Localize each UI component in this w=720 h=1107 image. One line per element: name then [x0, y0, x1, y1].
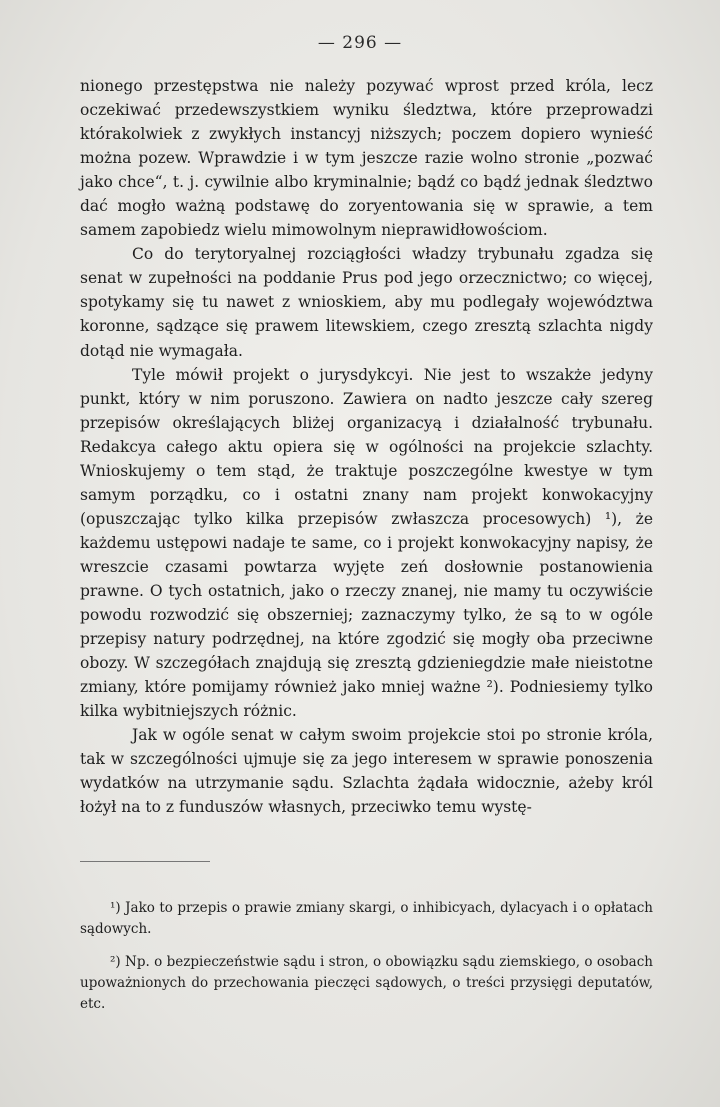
paragraph: nionego przestępstwa nie należy pozywać wprost przed króla, lecz oczekiwać przedewszystkiem wyniku śledztwa, które przeprowadzi którakolwiek z zwykłych instancyj niższych; poczem dopiero wynieść można pozew. Wprawdzie i w tym jeszcze razie wolno stronie „pozwać jako chce“, t. j. cywilnie albo kryminalnie; bądź co bądź jednak śledztwo dać mogło ważną podstawę do zoryentowania się w sprawie, a tem samem zapobiedz wielu mimowolnym nieprawidłowościom. — [80, 77, 653, 240]
paragraph: Jak w ogóle senat w całym swoim projekcie stoi po stronie króla, tak w szczególności ujmuje się za jego interesem w sprawie ponoszenia wydatków na utrzymanie sądu. Szlachta żądała widocznie, ażeby król łożył na to z funduszów własnych, przeciwko temu wystę- — [80, 726, 653, 817]
page-number: — 296 — — [317, 33, 403, 53]
footnotes — [80, 898, 653, 1027]
paragraph: Co do terytoryalnej rozciągłości władzy trybunału zgadza się senat w zupełności na poddanie Prus pod jego orzecznictwo; co więcej, spotykamy się tu nawet z wnioskiem, aby mu podlegały województwa koronne, sądzące się prawem litewskiem, czego zresztą szlachta nigdy dotąd nie wymagała. — [80, 245, 653, 360]
paragraph: Tyle mówił projekt o jurysdykcyi. Nie jest to wszakże jedyny punkt, który w nim poruszono. Zawiera on nadto jeszcze cały szereg przepisów określających bliżej organizacyą i działalność trybunału. Redakcya całego aktu opiera się w ogólności na projekcie szlachty. Wnioskujemy o tem stąd, że traktuje poszczególne kwestye w tym samym porządku, co i ostatni znany nam projekt konwokacyjny (opuszczając tylko kilka przepisów zwłaszcza procesowych) ¹), że każdemu ustępowi nadaje te same, co i projekt konwokacyjny napisy, że wreszcie czasami powtarza wyjęte zeń dosłownie postanowienia prawne. O tych ostatnich, jako o rzeczy znanej, nie mamy tu oczywiście powodu rozwodzić się obszerniej; zaznaczymy tylko, że są to w ogóle przepisy natury podrzędnej, na które zgodzić się mogły oba przeciwne obozy. W szczegółach znajdują się zresztą gdzieniegdzie małe nieistotne zmiany, które pomijamy również jako mniej ważne ²). Podniesiemy tylko kilka wybitniejszych różnic. — [80, 365, 653, 721]
footnote: ²) Np. o bezpieczeństwie sądu i stron, o obowiązku sądu ziemskiego, o osobach upoważnionych do przechowania pieczęci sądowych, o treści przysięgi deputatów, etc. — [80, 954, 653, 1012]
main-text — [80, 74, 653, 819]
footnote-separator — [80, 861, 210, 862]
footnote: ¹) Jako to przepis o prawie zmiany skargi, o inhibicyach, dylacyach i o opłatach sądowych. — [80, 900, 653, 937]
